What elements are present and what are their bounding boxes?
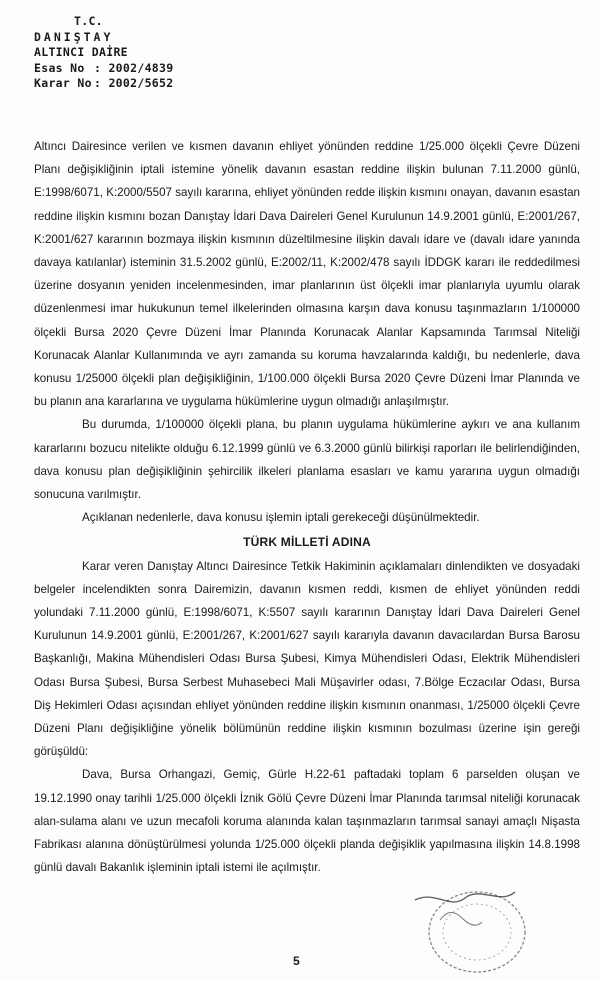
paragraph-2: Bu durumda, 1/100000 ölçekli plana, bu planın uygulama hükümlerine aykırı ve ana kullanım kararlarını bozucu nitelikte olduğu 6.12.1999 günlü ve 6.3.2000 günlü bilirkişi raporları ile belirlendiğinden, dava konusu plan değişikliğinin şehircilik ilkeleri planlama esasları ve kamu yararına uygun olmadığı sonucuna varılmıştır.	[34, 418, 580, 502]
paragraph-4: Karar veren Danıştay Altıncı Dairesince Tetkik Hakiminin açıklamaları dinlendikten ve dosyadaki belgeler incelendikten sonra Dairemizin, davanın kısmen reddi, kısmen de ehliyet yönünden reddi yolundaki 7.11.2000 günlü, E:1998/6071, K:5507 sayılı kararının Danıştay İdari Dava Daireleri Genel Kurulunun 14.9.2001 günlü, E:2001/267, K:2001/627 sayılı kararıyla davanın davacılardan Bursa Barosu Başkanlığı, Makina Mühendisleri Odası Bursa Şubesi, Kimya Mühendisleri Odası, Elektrik Mühendisleri Odası Bursa Şubesi, Bursa Serbest Muhasebeci Mali Müşavirler odası, 7.Bölge Eczacılar Odası, Bursa Diş Hekimleri Odası açısından ehliyet yönünden reddine ilişkin kısmının onanması, 1/25000 ölçekli Çevre Düzeni Planı değişikliğine yönelik bölümünün reddine ilişkin kısmının bozulması üzerine işin gereği görüşüldü:	[34, 559, 580, 759]
page-number: 5	[293, 954, 300, 968]
header-court: DANIŞTAY	[34, 29, 114, 44]
header-tc: T.C.	[74, 14, 103, 28]
header-chamber: ALTINCI DAİRE	[34, 45, 128, 59]
section-heading: TÜRK MİLLETİ ADINA	[243, 535, 371, 550]
paragraph-3: Açıklanan nedenlerle, dava konusu işlemin iptali gerekeceği düşünülmektedir.	[82, 511, 480, 525]
esas-value: : 2002/4839	[94, 60, 174, 75]
document-body	[34, 135, 580, 880]
paragraph-1: Altıncı Dairesince verilen ve kısmen davanın ehliyet yönünden reddine 1/25.000 ölçekli Çevre Düzeni Planı değişikliğinin iptali istemine yönelik davanın esastan reddine ilişkin bulunan 7.11.2000 günlü, E:1998/6071, K:2000/5507 sayılı kararına, ehliyet yönünden redde ilişkin kısmını onayan, davanın esastan reddine ilişkin kısmını bozan Danıştay İdari Dava Daireleri Genel Kurulunun 14.9.2001 günlü, E:2001/267, K:2001/627 kararının bozmaya ilişkin kısmının düzeltilmesine ilişkin davalı idare ve (davalı idare yanında davaya katılanlar) isteminin 31.5.2002 günlü, E:2002/11, K:2002/478 sayılı İDDGK kararı ile reddedilmesi üzerine dosyanın yeniden incelenmesinden, imar planlarının üst ölçekli imar planlarıyla uyumlu olarak düzenlenmesi imar hukukunun temel ilkelerinden olmasına karşın dava konusu taşınmazların 1/100000 ölçekli Bursa 2020 Çevre Düzeni İmar Planında Korunacak Alanlar Kapsamında Tarımsal Niteliği Korunacak Alanlar Kullanımında ve ayrı zamanda su koruma havzalarında kaldığı, bu nedenlerle, dava konusu 1/25000 ölçekli plan değişikliğinin, 1/100.000 ölçekli Bursa 2020 Çevre Düzeni İmar Planında ve bu planın ana kararlarına ve uygulama hükümlerine uygun olmadığı anlaşılmıştır.	[34, 140, 580, 409]
header-karar-row	[34, 76, 173, 92]
official-seal-stamp	[405, 880, 535, 975]
karar-label: Karar No	[34, 76, 92, 90]
document-header	[34, 14, 173, 92]
paragraph-5: Dava, Bursa Orhangazi, Gemiç, Gürle H.22-61 paftadaki toplam 6 parselden oluşan ve 19.12.1990 onay tarihli 1/25.000 ölçekli İznik Gölü Çevre Düzeni İmar Planında tarımsal niteliği korunacak alan-sulama alanı ve uzun mecafoli koruma alanında kalan taşınmazların tarımsal sanayi amaçlı Nişasta Fabrikası alanına dönüştürülmesi yolunda 1/25.000 ölçekli planda değişiklik yapılmasına ilişkin 14.8.1998 günlü davalı Bakanlık işleminin iptali istemi ile açılmıştır.	[34, 768, 580, 875]
karar-value: : 2002/5652	[94, 76, 174, 90]
esas-label: Esas No	[34, 60, 85, 75]
header-esas-row	[34, 61, 173, 77]
